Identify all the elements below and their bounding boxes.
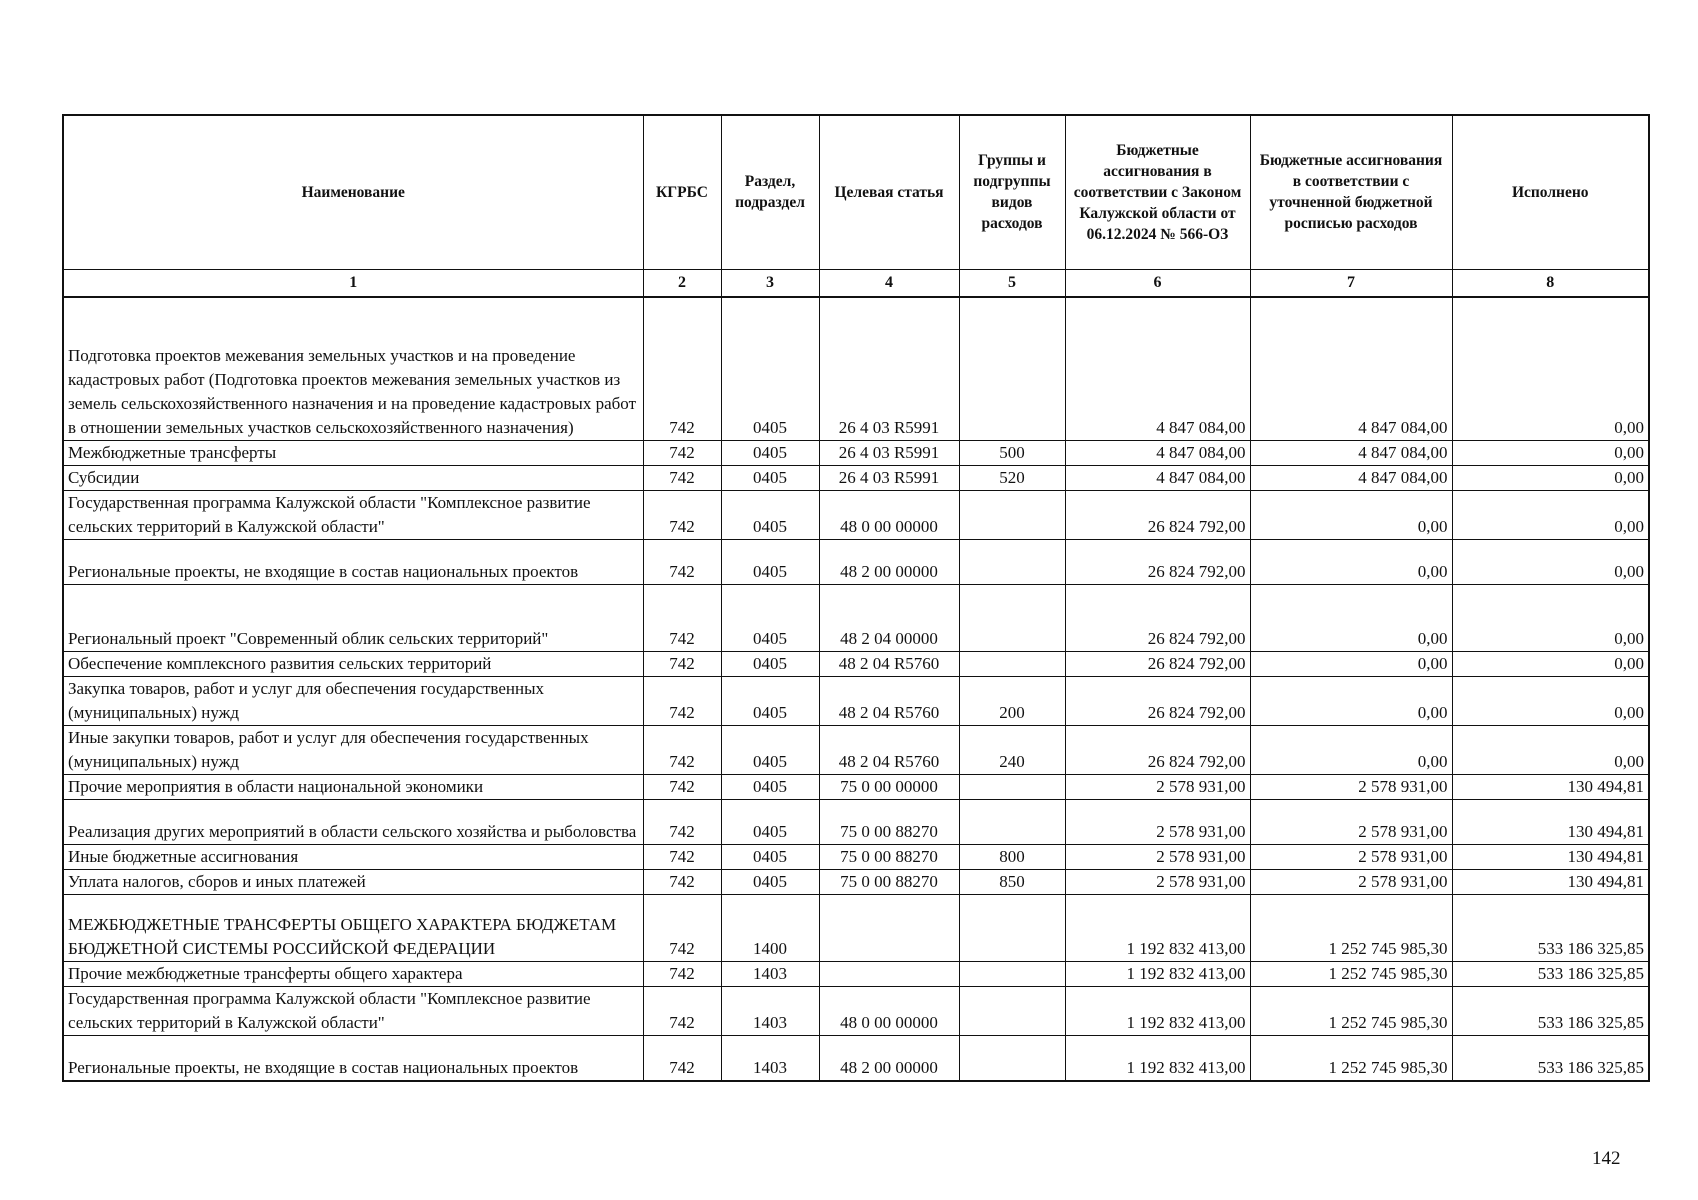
row-target-article: 48 2 04 R5760 <box>819 652 959 677</box>
row-kgrbs: 742 <box>643 652 721 677</box>
row-law-amount: 2 578 931,00 <box>1065 845 1250 870</box>
header-expense-groups: Группы и подгруппы видов расходов <box>959 115 1065 269</box>
row-expense-group: 850 <box>959 870 1065 895</box>
row-executed-amount: 533 186 325,85 <box>1452 1036 1649 1081</box>
row-law-amount: 4 847 084,00 <box>1065 297 1250 441</box>
row-executed-amount: 0,00 <box>1452 726 1649 775</box>
row-law-amount: 26 824 792,00 <box>1065 540 1250 585</box>
row-executed-amount: 130 494,81 <box>1452 775 1649 800</box>
header-executed: Исполнено <box>1452 115 1649 269</box>
row-name: Межбюджетные трансферты <box>63 441 643 466</box>
table-row <box>63 775 1649 800</box>
table-body <box>63 297 1649 1081</box>
row-expense-group: 200 <box>959 677 1065 726</box>
row-name: Иные бюджетные ассигнования <box>63 845 643 870</box>
row-schedule-amount: 0,00 <box>1250 540 1452 585</box>
row-expense-group <box>959 895 1065 962</box>
row-expense-group: 240 <box>959 726 1065 775</box>
table-row <box>63 895 1649 962</box>
row-kgrbs: 742 <box>643 775 721 800</box>
row-schedule-amount: 2 578 931,00 <box>1250 800 1452 845</box>
row-expense-group <box>959 297 1065 441</box>
row-expense-group <box>959 491 1065 540</box>
row-target-article: 48 2 04 R5760 <box>819 677 959 726</box>
row-executed-amount: 533 186 325,85 <box>1452 962 1649 987</box>
row-expense-group: 800 <box>959 845 1065 870</box>
column-number: 6 <box>1065 269 1250 297</box>
table-row <box>63 1036 1649 1081</box>
row-target-article: 26 4 03 R5991 <box>819 441 959 466</box>
row-name: Прочие мероприятия в области национальной экономики <box>63 775 643 800</box>
row-razdel: 1400 <box>721 895 819 962</box>
row-target-article: 26 4 03 R5991 <box>819 466 959 491</box>
header-schedule-allocations: Бюджетные ассигнования в соответствии с уточненной бюджетной росписью расходов <box>1250 115 1452 269</box>
row-law-amount: 26 824 792,00 <box>1065 652 1250 677</box>
row-razdel: 0405 <box>721 466 819 491</box>
row-razdel: 0405 <box>721 870 819 895</box>
table-row <box>63 845 1649 870</box>
table-row <box>63 466 1649 491</box>
row-name: Региональный проект "Современный облик сельских территорий" <box>63 585 643 652</box>
row-razdel: 0405 <box>721 540 819 585</box>
table-row <box>63 800 1649 845</box>
row-expense-group <box>959 775 1065 800</box>
row-target-article: 48 2 00 00000 <box>819 540 959 585</box>
row-executed-amount: 0,00 <box>1452 677 1649 726</box>
row-law-amount: 26 824 792,00 <box>1065 491 1250 540</box>
row-name: Иные закупки товаров, работ и услуг для обеспечения государственных (муниципальных) нужд <box>63 726 643 775</box>
table-row <box>63 441 1649 466</box>
row-schedule-amount: 1 252 745 985,30 <box>1250 987 1452 1036</box>
table-row <box>63 540 1649 585</box>
row-name: Подготовка проектов межевания земельных участков и на проведение кадастровых работ (Подготовка проектов межевания земельных участков из земель сельскохозяйственного назначения и на проведение кадастровых работ в отношении земельных участков сельскохозяйственного назначения) <box>63 297 643 441</box>
table-row <box>63 585 1649 652</box>
row-schedule-amount: 1 252 745 985,30 <box>1250 1036 1452 1081</box>
row-target-article: 75 0 00 00000 <box>819 775 959 800</box>
row-name: МЕЖБЮДЖЕТНЫЕ ТРАНСФЕРТЫ ОБЩЕГО ХАРАКТЕРА БЮДЖЕТАМ БЮДЖЕТНОЙ СИСТЕМЫ РОССИЙСКОЙ ФЕДЕРАЦИИ <box>63 895 643 962</box>
row-schedule-amount: 0,00 <box>1250 677 1452 726</box>
row-schedule-amount: 0,00 <box>1250 491 1452 540</box>
budget-table <box>62 114 1650 1082</box>
row-executed-amount: 0,00 <box>1452 491 1649 540</box>
row-target-article: 48 0 00 00000 <box>819 987 959 1036</box>
row-schedule-amount: 0,00 <box>1250 726 1452 775</box>
row-law-amount: 2 578 931,00 <box>1065 800 1250 845</box>
row-target-article: 48 0 00 00000 <box>819 491 959 540</box>
header-razdel: Раздел, подраздел <box>721 115 819 269</box>
row-razdel: 0405 <box>721 775 819 800</box>
row-executed-amount: 0,00 <box>1452 585 1649 652</box>
row-schedule-amount: 1 252 745 985,30 <box>1250 962 1452 987</box>
row-executed-amount: 0,00 <box>1452 466 1649 491</box>
column-number: 4 <box>819 269 959 297</box>
header-law-allocations: Бюджетные ассигнования в соответствии с Законом Калужской области от 06.12.2024 № 566-ОЗ <box>1065 115 1250 269</box>
row-executed-amount: 0,00 <box>1452 297 1649 441</box>
column-number: 7 <box>1250 269 1452 297</box>
row-schedule-amount: 4 847 084,00 <box>1250 441 1452 466</box>
row-expense-group <box>959 962 1065 987</box>
table-row <box>63 652 1649 677</box>
row-schedule-amount: 0,00 <box>1250 585 1452 652</box>
row-target-article: 48 2 04 00000 <box>819 585 959 652</box>
header-name: Наименование <box>63 115 643 269</box>
row-kgrbs: 742 <box>643 800 721 845</box>
row-target-article: 48 2 00 00000 <box>819 1036 959 1081</box>
row-razdel: 0405 <box>721 726 819 775</box>
row-law-amount: 1 192 832 413,00 <box>1065 962 1250 987</box>
row-razdel: 1403 <box>721 1036 819 1081</box>
row-name: Закупка товаров, работ и услуг для обеспечения государственных (муниципальных) нужд <box>63 677 643 726</box>
row-razdel: 0405 <box>721 585 819 652</box>
row-schedule-amount: 4 847 084,00 <box>1250 466 1452 491</box>
row-target-article: 75 0 00 88270 <box>819 870 959 895</box>
row-kgrbs: 742 <box>643 895 721 962</box>
row-razdel: 0405 <box>721 297 819 441</box>
row-expense-group <box>959 585 1065 652</box>
column-number: 2 <box>643 269 721 297</box>
table-row <box>63 677 1649 726</box>
row-expense-group: 520 <box>959 466 1065 491</box>
row-executed-amount: 533 186 325,85 <box>1452 895 1649 962</box>
row-schedule-amount: 0,00 <box>1250 652 1452 677</box>
row-executed-amount: 0,00 <box>1452 441 1649 466</box>
row-name: Региональные проекты, не входящие в состав национальных проектов <box>63 1036 643 1081</box>
row-target-article: 75 0 00 88270 <box>819 845 959 870</box>
row-kgrbs: 742 <box>643 297 721 441</box>
row-name: Субсидии <box>63 466 643 491</box>
column-number: 5 <box>959 269 1065 297</box>
row-kgrbs: 742 <box>643 726 721 775</box>
column-number-row <box>63 269 1649 297</box>
row-name: Региональные проекты, не входящие в состав национальных проектов <box>63 540 643 585</box>
table-row <box>63 870 1649 895</box>
row-law-amount: 26 824 792,00 <box>1065 726 1250 775</box>
row-law-amount: 2 578 931,00 <box>1065 870 1250 895</box>
page-number: 142 <box>1592 1148 1621 1169</box>
row-target-article: 75 0 00 88270 <box>819 800 959 845</box>
row-kgrbs: 742 <box>643 870 721 895</box>
column-number: 3 <box>721 269 819 297</box>
row-law-amount: 4 847 084,00 <box>1065 441 1250 466</box>
row-target-article: 26 4 03 R5991 <box>819 297 959 441</box>
header-target-article: Целевая статья <box>819 115 959 269</box>
row-name: Уплата налогов, сборов и иных платежей <box>63 870 643 895</box>
row-law-amount: 26 824 792,00 <box>1065 585 1250 652</box>
row-law-amount: 1 192 832 413,00 <box>1065 987 1250 1036</box>
row-razdel: 1403 <box>721 962 819 987</box>
column-number: 1 <box>63 269 643 297</box>
row-expense-group <box>959 1036 1065 1081</box>
budget-table-container <box>62 114 1648 1082</box>
row-name: Реализация других мероприятий в области сельского хозяйства и рыболовства <box>63 800 643 845</box>
row-kgrbs: 742 <box>643 677 721 726</box>
table-row <box>63 491 1649 540</box>
row-razdel: 0405 <box>721 800 819 845</box>
row-schedule-amount: 2 578 931,00 <box>1250 775 1452 800</box>
row-executed-amount: 130 494,81 <box>1452 800 1649 845</box>
row-expense-group <box>959 652 1065 677</box>
row-schedule-amount: 4 847 084,00 <box>1250 297 1452 441</box>
row-executed-amount: 130 494,81 <box>1452 845 1649 870</box>
row-kgrbs: 742 <box>643 540 721 585</box>
row-kgrbs: 742 <box>643 585 721 652</box>
row-expense-group <box>959 987 1065 1036</box>
row-name: Прочие межбюджетные трансферты общего характера <box>63 962 643 987</box>
row-kgrbs: 742 <box>643 987 721 1036</box>
row-law-amount: 2 578 931,00 <box>1065 775 1250 800</box>
row-schedule-amount: 1 252 745 985,30 <box>1250 895 1452 962</box>
row-executed-amount: 130 494,81 <box>1452 870 1649 895</box>
row-kgrbs: 742 <box>643 962 721 987</box>
row-kgrbs: 742 <box>643 845 721 870</box>
row-name: Государственная программа Калужской области "Комплексное развитие сельских территорий в Калужской области" <box>63 491 643 540</box>
row-razdel: 0405 <box>721 491 819 540</box>
row-expense-group: 500 <box>959 441 1065 466</box>
row-expense-group <box>959 540 1065 585</box>
row-law-amount: 26 824 792,00 <box>1065 677 1250 726</box>
row-razdel: 0405 <box>721 845 819 870</box>
row-law-amount: 1 192 832 413,00 <box>1065 895 1250 962</box>
row-razdel: 0405 <box>721 441 819 466</box>
row-kgrbs: 742 <box>643 441 721 466</box>
row-kgrbs: 742 <box>643 491 721 540</box>
row-executed-amount: 0,00 <box>1452 540 1649 585</box>
row-razdel: 0405 <box>721 652 819 677</box>
row-target-article: 48 2 04 R5760 <box>819 726 959 775</box>
row-kgrbs: 742 <box>643 466 721 491</box>
row-executed-amount: 0,00 <box>1452 652 1649 677</box>
header-kgrbs: КГРБС <box>643 115 721 269</box>
table-header-row <box>63 115 1649 269</box>
row-executed-amount: 533 186 325,85 <box>1452 987 1649 1036</box>
row-razdel: 1403 <box>721 987 819 1036</box>
row-name: Государственная программа Калужской области "Комплексное развитие сельских территорий в Калужской области" <box>63 987 643 1036</box>
table-row <box>63 726 1649 775</box>
table-row <box>63 987 1649 1036</box>
table-row <box>63 297 1649 441</box>
row-schedule-amount: 2 578 931,00 <box>1250 845 1452 870</box>
row-kgrbs: 742 <box>643 1036 721 1081</box>
table-row <box>63 962 1649 987</box>
row-law-amount: 4 847 084,00 <box>1065 466 1250 491</box>
row-target-article <box>819 895 959 962</box>
row-law-amount: 1 192 832 413,00 <box>1065 1036 1250 1081</box>
row-target-article <box>819 962 959 987</box>
row-schedule-amount: 2 578 931,00 <box>1250 870 1452 895</box>
row-razdel: 0405 <box>721 677 819 726</box>
row-expense-group <box>959 800 1065 845</box>
column-number: 8 <box>1452 269 1649 297</box>
row-name: Обеспечение комплексного развития сельских территорий <box>63 652 643 677</box>
